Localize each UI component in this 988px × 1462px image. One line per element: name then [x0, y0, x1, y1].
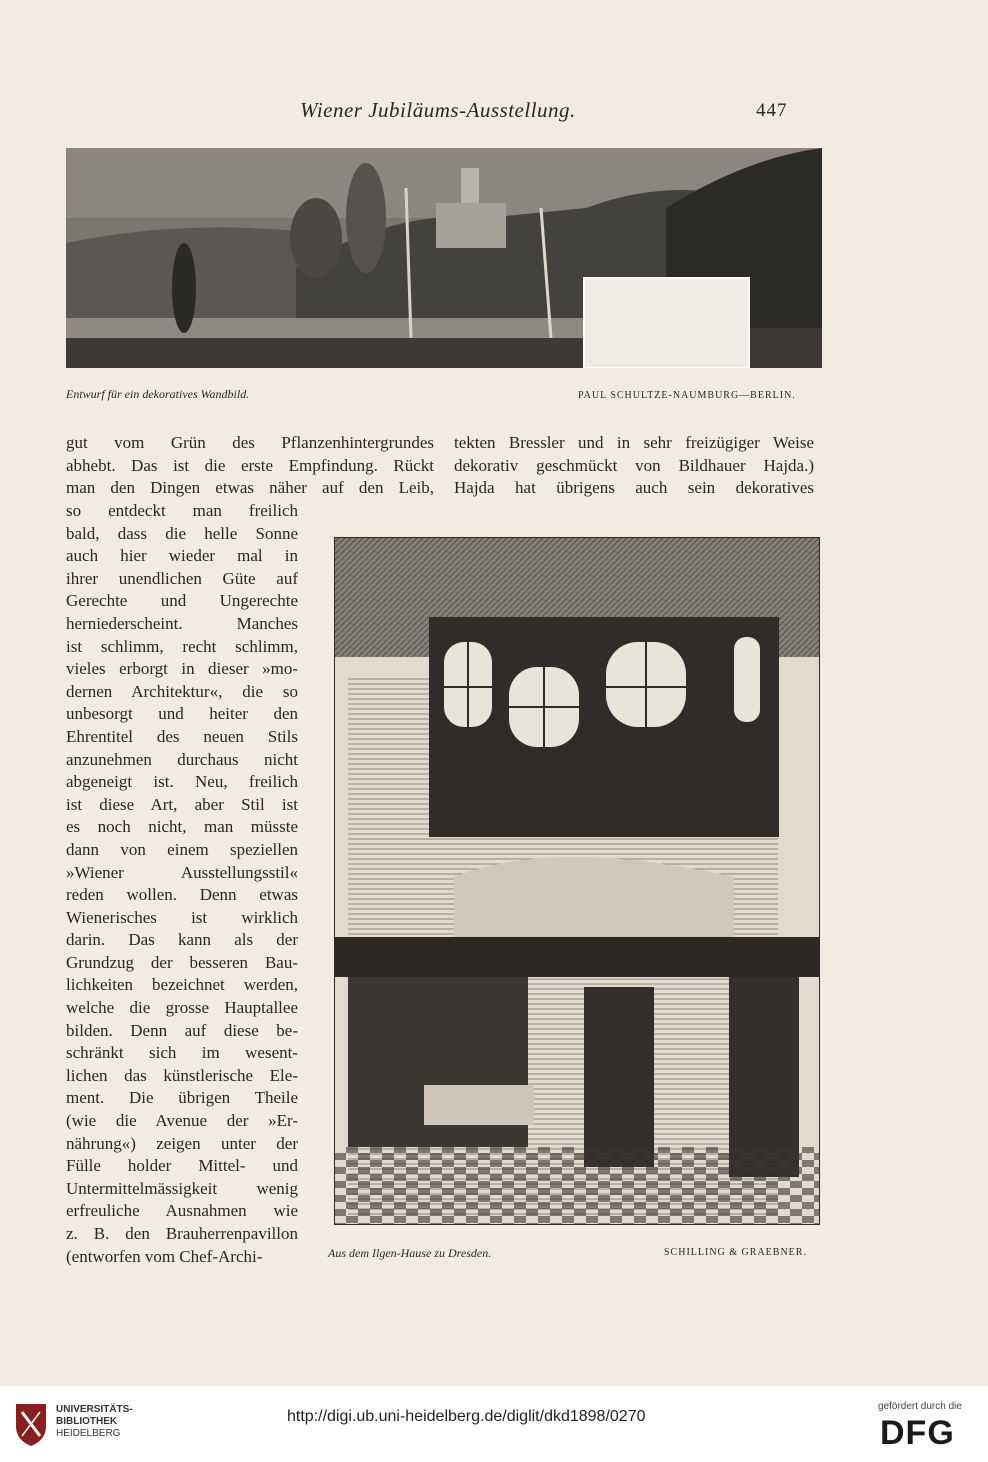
left-column-narrow-text: [66, 500, 298, 1268]
permalink-url[interactable]: http://digi.ub.uni-heidelberg.de/diglit/dkd1898/0270: [287, 1408, 646, 1425]
text-line: dann von einem speziellen: [66, 839, 298, 859]
text-line: darin. Das kann als der: [66, 930, 298, 950]
left-column-text: [66, 432, 434, 500]
text-line: unbesorgt und heiter den: [66, 704, 298, 724]
text-line: Fülle holder Mittel- und: [66, 1156, 298, 1176]
text-line: Untermittelmässigkeit wenig: [66, 1178, 298, 1198]
text-line: ment. Die übrigen Theile: [66, 1088, 298, 1108]
text-line: dernen Architektur«, die so: [66, 681, 298, 701]
text-line: Ehrentitel des neuen Stils: [66, 726, 298, 746]
running-title: Wiener Jubiläums-Ausstellung.: [300, 98, 576, 122]
text-line: lichen das künstlerische Ele-: [66, 1065, 298, 1085]
library-logo-icon: [12, 1400, 50, 1448]
text-line: so entdeckt man freilich: [66, 501, 298, 520]
funding-note: gefördert durch die: [878, 1401, 962, 1412]
text-line: bilden. Denn auf diese be-: [66, 1020, 298, 1040]
text-line: ist diese Art, aber Stil ist: [66, 794, 298, 814]
text-line: abgeneigt ist. Neu, freilich: [66, 772, 298, 792]
text-line: gut vom Grün des Pflanzenhintergrundes: [66, 433, 434, 452]
text-line: lichkeiten bezeichnet werden,: [66, 975, 298, 995]
text-line: vieles erborgt in dieser »mo-: [66, 659, 298, 679]
library-name-line: BIBLIOTHEK: [56, 1416, 118, 1427]
page-number: 447: [756, 100, 788, 121]
interior-illustration: [334, 537, 820, 1225]
text-line: man den Dingen etwas näher auf den Leib,: [66, 478, 434, 498]
right-column-text: [454, 432, 814, 500]
text-line: »Wiener Ausstellungsstil«: [66, 862, 298, 882]
text-line: schränkt sich im wesent-: [66, 1043, 298, 1063]
text-line: ist schlimm, recht schlimm,: [66, 636, 298, 656]
dfg-logo: DFG: [880, 1414, 955, 1452]
text-line: es noch nicht, man müsste: [66, 817, 298, 837]
figure2-caption-title: Aus dem Ilgen-Hause zu Dresden.: [328, 1246, 492, 1260]
text-line: tekten Bressler und in sehr freizügiger Weise: [454, 433, 814, 452]
text-line: bald, dass die helle Sonne: [66, 523, 298, 543]
text-line: z. B. den Brauherrenpavillon: [66, 1224, 298, 1243]
figure1-caption-title: Entwurf für ein dekoratives Wandbild.: [66, 387, 250, 401]
text-line: herniederscheint. Manches: [66, 613, 298, 633]
text-line: dekorativ geschmückt von Bildhauer Hajda.): [454, 455, 814, 475]
text-line: Hajda hat übrigens auch sein dekoratives: [454, 478, 814, 498]
figure2-caption-credit: SCHILLING & GRAEBNER.: [664, 1247, 807, 1258]
text-line: nährung«) zeigen unter der: [66, 1133, 298, 1153]
text-line: anzunehmen durchaus nicht: [66, 749, 298, 769]
text-line: auch hier wieder mal in: [66, 546, 298, 566]
text-line: ihrer unendlichen Güte auf: [66, 568, 298, 588]
text-line: erfreuliche Ausnahmen wie: [66, 1201, 298, 1221]
figure1-caption-credit: PAUL SCHULTZE-NAUMBURG—BERLIN.: [578, 390, 796, 401]
library-name-line: HEIDELBERG: [56, 1428, 121, 1439]
landscape-illustration: [66, 148, 822, 368]
library-name-line: UNIVERSITÄTS-: [56, 1404, 133, 1415]
text-line: welche die grosse Hauptallee: [66, 998, 298, 1018]
text-line: abhebt. Das ist die erste Empfindung. Rückt: [66, 455, 434, 475]
text-line: (entworfen vom Chef-Archi-: [66, 1246, 263, 1266]
text-line: Grundzug der besseren Bau-: [66, 952, 298, 972]
text-line: Wienerisches ist wirklich: [66, 907, 298, 927]
text-line: Gerechte und Ungerechte: [66, 591, 298, 611]
text-line: reden wollen. Denn etwas: [66, 885, 298, 905]
text-line: (wie die Avenue der »Er-: [66, 1111, 298, 1131]
